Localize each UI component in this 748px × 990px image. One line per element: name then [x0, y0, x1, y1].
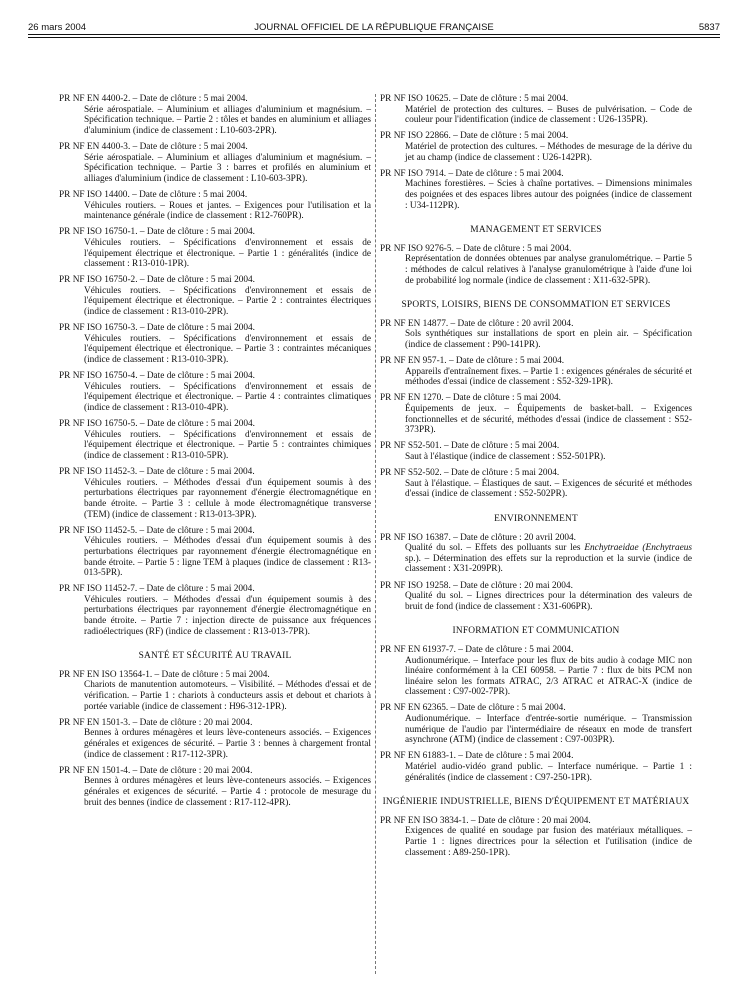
- entry-reference: PR NF EN 1270. – Date de clôture : 5 mai 2004.: [380, 393, 562, 404]
- entry-description: Véhicules routiers. – Spécifications d'environnement et essais de l'équipement électrique et électronique. – Partie 3 : contraintes mécaniques (indice de classement : R13-010-3PR).: [84, 333, 371, 366]
- header-date: 26 mars 2004: [28, 22, 87, 33]
- entry-description: Qualité du sol. – Lignes directrices pour la détermination des valeurs de bruit de fond (indice de classement : X31-606PR).: [405, 591, 692, 612]
- standard-entry: [59, 467, 371, 520]
- standard-entry: [380, 468, 692, 500]
- entry-description: Exigences de qualité en soudage par fusion des matériaux métalliques. – Partie 1 : lignes directrices pour la sélection et l'utilisation (indice de classement : A89-250-1PR).: [405, 826, 692, 858]
- entry-description: Saut à l'élastique (indice de classement : S52-501PR).: [405, 452, 606, 462]
- description-part: Qualité du sol. – Effets des polluants sur les: [405, 543, 585, 554]
- entry-description: Équipements de jeux. – Équipements de basket-ball. – Exigences fonctionnelles et de sécurité, méthodes d'essai (indice de classement : S52-373PR).: [405, 404, 692, 436]
- standard-entry: [59, 718, 371, 760]
- section-heading: INGÉNIERIE INDUSTRIELLE, BIENS D'ÉQUIPEMENT ET MATÉRIAUX: [382, 797, 690, 808]
- page-header: [28, 22, 720, 44]
- section-heading: MANAGEMENT ET SERVICES: [470, 225, 602, 236]
- entry-reference: PR NF EN ISO 3834-1. – Date de clôture : 20 mai 2004.: [380, 815, 591, 826]
- entry-description: Série aérospatiale. – Aluminium et alliages d'aluminium et magnésium. – Spécification technique. – Partie 2 : tôles et bandes en aluminium et alliages d'aluminium (indice de classement : L10-603-2PR).: [84, 104, 371, 136]
- standard-entry: [380, 244, 692, 286]
- entry-reference: PR NF EN ISO 13564-1. – Date de clôture : 5 mai 2004.: [59, 669, 270, 680]
- entry-description: Série aérospatiale. – Aluminium et alliages d'aluminium et magnésium. – Spécification technique. – Partie 3 : barres et profilés en aluminium et alliages d'aluminium (indice de classement : L10-603-3PR).: [84, 152, 371, 184]
- standard-entry: [59, 584, 371, 637]
- entry-description: Audionumérique. – Interface d'entrée-sortie numérique. – Transmission numérique de l'audio par l'intermédiaire de réseaux en mode de transfert asynchrone (ATM) (indice de classement : C97-003PR).: [405, 714, 692, 746]
- header-title: JOURNAL OFFICIEL DE LA RÉPUBLIQUE FRANÇAISE: [254, 22, 494, 33]
- entry-reference: PR NF ISO 11452-3. – Date de clôture : 5 mai 2004.: [59, 467, 255, 478]
- description-part: sp.). – Détermination des effets sur la reproduction et la survie (indice de classement : X31-209PR).: [405, 553, 692, 575]
- standard-entry: [380, 816, 692, 858]
- entry-description: Véhicules routiers. – Spécifications d'environnement et essais de l'équipement électrique et électronique. – Partie 4 : contraintes climatiques (indice de classement : R13-010-4PR).: [84, 381, 371, 413]
- right-column: [380, 94, 692, 864]
- entry-reference: PR NF ISO 16750-5. – Date de clôture : 5 mai 2004.: [59, 419, 255, 430]
- standard-entry: [380, 533, 692, 575]
- entry-description: Matériel de protection des cultures. – Méthodes de mesurage de la dérive du jet au champ (indice de classement : U26-142PR).: [405, 141, 692, 163]
- entry-description: [380, 543, 692, 575]
- left-column: [59, 94, 371, 814]
- entry-description: Véhicules routiers. – Méthodes d'essai d'un équipement soumis à des perturbations électriques par rayonnement d'énergie électromagnétique en bande étroite. – Partie 7 : injection directe de puissance aux fréquences radioélectriques (RF) (indice de classement : R13-013-7PR).: [84, 594, 371, 637]
- standard-entry: [59, 190, 371, 222]
- entry-reference: PR NF ISO 16750-2. – Date de clôture : 5 mai 2004.: [59, 275, 255, 286]
- entry-reference: PR NF EN 62365. – Date de clôture : 5 mai 2004.: [380, 703, 566, 714]
- section-heading: SANTÉ ET SÉCURITÉ AU TRAVAIL: [138, 651, 292, 662]
- entry-reference: PR NF ISO 22866. – Date de clôture : 5 mai 2004.: [380, 131, 569, 142]
- standard-entry: [59, 227, 371, 269]
- entry-reference: PR NF ISO 16387. – Date de clôture : 20 avril 2004.: [380, 532, 576, 543]
- standard-entry: [59, 371, 371, 413]
- column-divider: [375, 94, 376, 974]
- header-page-number: 5837: [698, 22, 720, 33]
- header-rule: [28, 34, 720, 35]
- entry-description: Bennes à ordures ménagères et leurs lève-conteneurs associés. – Exigences générales et exigences de sécurité. – Partie 4 : protocole de mesurage du bruit des bennes (indice de classement : R17-112-4PR).: [84, 776, 371, 808]
- standard-entry: [380, 169, 692, 211]
- standard-entry: [380, 751, 692, 783]
- standard-entry: [380, 703, 692, 745]
- standard-entry: [380, 131, 692, 163]
- entry-description: Véhicules routiers. – Méthodes d'essai d'un équipement soumis à des perturbations électriques par rayonnement d'énergie électromagnétique en bande étroite. – Partie 5 : ligne TEM à plaques (indice de classement : R13-013-5PR).: [84, 536, 371, 579]
- entry-reference: PR NF EN 4400-3. – Date de clôture : 5 mai 2004.: [59, 141, 248, 152]
- entry-reference: PR NF EN 61883-1. – Date de clôture : 5 mai 2004.: [380, 751, 574, 762]
- standard-entry: [380, 581, 692, 613]
- standard-entry: [59, 142, 371, 184]
- entry-description: Bennes à ordures ménagères et leurs lève-conteneurs associés. – Exigences générales et exigences de sécurité. – Partie 3 : bennes à chargement frontal (indice de classement : R17-112-3PR).: [84, 728, 371, 760]
- entry-reference: PR NF EN 1501-3. – Date de clôture : 20 mai 2004.: [59, 717, 253, 728]
- standard-entry: [59, 766, 371, 808]
- entry-description: Appareils d'entraînement fixes. – Partie 1 : exigences générales de sécurité et méthodes d'essai (indice de classement : S52-329-1PR).: [405, 366, 692, 388]
- standard-entry: [59, 323, 371, 365]
- entry-description: Sols synthétiques sur installations de sport en plein air. – Spécification (indice de classement : P90-141PR).: [405, 329, 692, 350]
- standard-entry: [380, 441, 692, 462]
- entry-reference: PR NF ISO 16750-3. – Date de clôture : 5 mai 2004.: [59, 323, 255, 334]
- entry-description: Véhicules routiers. – Spécifications d'environnement et essais de l'équipement électrique et électronique. – Partie 5 : contraintes chimiques (indice de classement : R13-010-5PR).: [84, 429, 371, 461]
- entry-description: Véhicules routiers. – Spécifications d'environnement et essais de l'équipement électrique et électronique. – Partie 1 : généralités (indice de classement : R13-010-1PR).: [84, 237, 371, 270]
- entry-reference: PR NF EN 61937-7. – Date de clôture : 5 mai 2004.: [380, 644, 574, 655]
- entry-reference: PR NF ISO 19258. – Date de clôture : 20 mai 2004.: [380, 580, 573, 591]
- standard-entry: [59, 419, 371, 461]
- standard-entry: [59, 670, 371, 712]
- entry-reference: PR NF EN 14877. – Date de clôture : 20 avril 2004.: [380, 318, 574, 329]
- section-heading: SPORTS, LOISIRS, BIENS DE CONSOMMATION ET SERVICES: [401, 300, 671, 311]
- entry-description: Chariots de manutention automoteurs. – Visibilité. – Méthodes d'essai et de vérification. – Partie 1 : chariots à conducteurs assis et debout et chariots à portée variable (indice de classement : H96-312-1PR).: [84, 680, 371, 712]
- entry-reference: PR NF ISO 9276-5. – Date de clôture : 5 mai 2004.: [380, 243, 572, 254]
- species-name: Enchytraeidae (Enchytraeus: [584, 543, 692, 554]
- entry-description: Véhicules routiers. – Roues et jantes. – Exigences pour l'utilisation et la maintenance générale (indice de classement : R12-760PR).: [84, 200, 371, 222]
- entry-reference: PR NF EN 1501-4. – Date de clôture : 20 mai 2004.: [59, 765, 253, 776]
- entry-description: Représentation de données obtenues par analyse granulométrique. – Partie 5 : méthodes de calcul relatives à l'analyse granulométrique à l'aide d'une loi de probabilité log normale (indice de classement : X11-632-5PR).: [405, 254, 692, 286]
- entry-reference: PR NF ISO 7914. – Date de clôture : 5 mai 2004.: [380, 168, 564, 179]
- entry-description: Machines forestières. – Scies à chaîne portatives. – Dimensions minimales des poignées et des espaces libres autour des poignées (indice de classement : U34-112PR).: [405, 179, 692, 211]
- entry-reference: PR NF ISO 14400. – Date de clôture : 5 mai 2004.: [59, 189, 248, 200]
- section-heading: INFORMATION ET COMMUNICATION: [452, 626, 620, 637]
- standard-entry: [380, 94, 692, 126]
- entry-description: Saut à l'élastique. – Élastiques de saut. – Exigences de sécurité et méthodes d'essai (indice de classement : S52-502PR).: [405, 478, 692, 500]
- header-rule-thin: [28, 37, 720, 38]
- entry-reference: PR NF ISO 16750-1. – Date de clôture : 5 mai 2004.: [59, 227, 255, 238]
- standard-entry: [59, 275, 371, 317]
- entry-description: Matériel audio-vidéo grand public. – Interface numérique. – Partie 1 : généralités (indice de classement : C97-250-1PR).: [405, 762, 692, 783]
- entry-description: Véhicules routiers. – Spécifications d'environnement et essais de l'équipement électrique et électronique. – Partie 2 : contraintes électriques (indice de classement : R13-010-2PR).: [84, 285, 371, 318]
- entry-description: Véhicules routiers. – Méthodes d'essai d'un équipement soumis à des perturbations électriques par rayonnement d'énergie électromagnétique en bande étroite. – Partie 3 : cellule à mode électromagnétique transverse (TEM) (indice de classement : R13-013-3PR).: [84, 477, 371, 520]
- standard-entry: [59, 94, 371, 136]
- entry-reference: PR NF S52-502. – Date de clôture : 5 mai 2004.: [380, 468, 560, 479]
- entry-reference: PR NF ISO 11452-5. – Date de clôture : 5 mai 2004.: [59, 525, 255, 536]
- entry-description: Matériel de protection des cultures. – Buses de pulvérisation. – Code de couleur pour l'identification (indice de classement : U26-135PR).: [405, 104, 692, 126]
- entry-reference: PR NF EN 957-1. – Date de clôture : 5 mai 2004.: [380, 356, 565, 367]
- entry-reference: PR NF ISO 16750-4. – Date de clôture : 5 mai 2004.: [59, 371, 255, 382]
- standard-entry: [380, 645, 692, 698]
- entry-description: Audionumérique. – Interface pour les flux de bits audio à codage MIC non linéaire conformément à la CEI 60958. – Partie 7 : flux de bits PCM non linéaire selon les formats ATRAC, 2/3 ATRAC et ATRAC-X (indice de classement : C97-002-7PR).: [405, 655, 692, 698]
- entry-reference: PR NF ISO 10625. – Date de clôture : 5 mai 2004.: [380, 94, 569, 104]
- standard-entry: [59, 526, 371, 579]
- standard-entry: [380, 393, 692, 435]
- standard-entry: [380, 356, 692, 388]
- entry-reference: PR NF EN 4400-2. – Date de clôture : 5 mai 2004.: [59, 94, 248, 104]
- section-heading: ENVIRONNEMENT: [494, 513, 578, 524]
- standard-entry: [380, 319, 692, 351]
- entry-reference: PR NF ISO 11452-7. – Date de clôture : 5 mai 2004.: [59, 584, 255, 595]
- entry-reference: PR NF S52-501. – Date de clôture : 5 mai 2004.: [380, 441, 560, 452]
